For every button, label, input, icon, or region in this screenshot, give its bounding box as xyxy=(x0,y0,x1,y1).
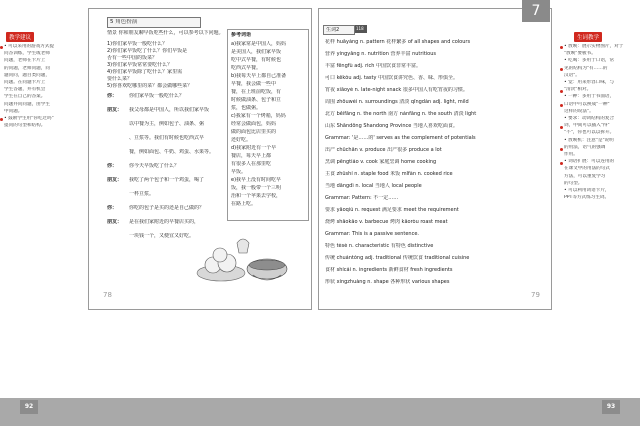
vocab-row: 出产 chūchǎn v. produce 出产很多 produce a lot xyxy=(325,147,442,153)
right-note-line: PPT等方式练习生词。 xyxy=(564,195,610,201)
tip-item: a)我家常是中国人，妈妈 xyxy=(231,41,287,47)
tip-box xyxy=(227,29,309,221)
bullet-marker xyxy=(560,68,563,71)
left-note-line: • 鼓励学生用"你吃过吗" xyxy=(4,116,54,121)
dialog-speaker: 朋友： xyxy=(107,107,123,113)
left-note-line: 题问问，题目类问题， xyxy=(4,72,50,78)
vocab-badge-label: 生词2 xyxy=(326,27,340,33)
right-note-line: 方法，可以重复学习 xyxy=(564,173,606,179)
vocab-row: 当地 dāngdì n. local 当地人 local people xyxy=(325,183,422,189)
vocab-row: 山东 Shāndōng Shandong Province 当地人喜欢吃面食。 xyxy=(325,123,458,129)
vocab-row: Grammar: This is a passive sentence. xyxy=(325,231,420,237)
right-margin xyxy=(560,0,640,426)
vocab-row: 丰富 fēngfù adj. rich 中国饮食非常丰富。 xyxy=(325,63,422,69)
right-note-line: • 一种：多用于书面语， xyxy=(564,94,615,100)
dialog-text: 一块钱一个，又便宜又好吃。 xyxy=(129,233,195,239)
dialog-speaker: 你： xyxy=(107,205,118,211)
dialog-speaker: 你： xyxy=(107,93,118,99)
right-note-line: "放映"要板书。 xyxy=(564,51,596,57)
left-note-line: 问题并问问题，由学生 xyxy=(4,101,50,107)
dialog-text: 、豆浆等。我们有时候也吃西式早 xyxy=(129,135,205,141)
bullet-marker xyxy=(560,126,563,129)
bullet-marker xyxy=(560,104,563,107)
left-note-title: 教学建议 xyxy=(6,32,34,42)
spread-page-left: 92 xyxy=(20,400,38,414)
tip-item: 吃中式早餐，有时候也 xyxy=(231,57,282,63)
left-note-line: 学生在自己的答案。 xyxy=(4,94,46,100)
right-note-line: • 可以利用词语卡片， xyxy=(564,188,610,193)
vocab-row: 北方 běifāng n. the north 南方 nánfāng n. the south 清淡 light xyxy=(325,111,477,117)
vocab-row: Grammar: '是……的' serves as the complement of potentials xyxy=(325,135,476,141)
audio-track-badge[interactable] xyxy=(355,25,367,33)
left-note-line: 学生答题，并有机会 xyxy=(4,87,46,93)
vocab-row: Grammar: Pattern: 不一定…… xyxy=(325,195,399,201)
tip-item: 早餐，我会做一些中 xyxy=(231,81,277,87)
tip-item: 做的面包比店里买的 xyxy=(231,129,277,135)
vocab-row: 主食 zhǔshí n. staple food 米饭 mǐfàn n. cooked rice xyxy=(325,171,453,177)
question-item: 否有一些中国的饭菜？ xyxy=(107,55,158,61)
right-note-line: • 放映：展示实物图片，对于 xyxy=(564,44,624,49)
left-page xyxy=(88,8,312,310)
tip-item: 餐店，每天早上都 xyxy=(231,153,272,159)
right-note-line: 的用法，语气的强调 xyxy=(564,144,606,150)
right-page-number: 79 xyxy=(531,291,540,299)
vocab-row: 要求 yāoqiú n. request 满足要求 meet the requirement xyxy=(325,207,459,213)
right-note-line: 作用。 xyxy=(564,152,578,157)
left-note-line: 的问题，老师问题，问 xyxy=(4,65,50,71)
right-note-line: "不"，你也可以以拆开。 xyxy=(564,130,615,136)
tip-item: 还好吃。 xyxy=(231,137,252,143)
left-margin xyxy=(0,0,60,426)
vocab-row: 可口 kěkǒu adj. tasty 中国饮食讲究色、香、味、形俱全。 xyxy=(325,75,459,81)
right-note-line: 见的结构为"有……的 xyxy=(564,65,608,71)
right-note-line: "清淡"相对。 xyxy=(564,87,592,93)
bullet-marker xyxy=(0,118,3,121)
dialog-text: 是在我们家附近的早餐店买的， xyxy=(129,219,200,225)
dialog-text: 你吃的包子是买的还是自己做的？ xyxy=(129,205,205,211)
question-item: 1)你们家早饭一般吃什么？ xyxy=(107,41,168,47)
vocab-row: 烧烤 shāokǎo v. barbecue 烤肉 kǎoròu roast meat xyxy=(325,219,448,225)
left-note-line: • 可以采用的游戏方式提 xyxy=(4,44,55,49)
right-page xyxy=(318,8,552,310)
right-note-line: 在课文中的用法的句式 xyxy=(564,166,610,172)
vocab-row: 烹调 pēngtiáo v. cook 家庭烹调 home cooking xyxy=(325,159,437,165)
question-item: 要什么菜？ xyxy=(107,76,133,82)
vocab-row: 宵夜 xiāoyè n. late-night snack 很多中国人有吃宵夜的习惯。 xyxy=(325,87,468,93)
tip-item: 饭，我一般带一个三明 xyxy=(231,185,282,191)
spread-page-right: 93 xyxy=(602,400,620,414)
tip-item: 时候做油条、包子和豆 xyxy=(231,97,282,103)
vocab-row: 形状 xíngzhuàng n. shape 各种形状 various shapes xyxy=(325,279,450,285)
vocab-row: 特色 tèsè n. characteristic 有特色 distinctive xyxy=(325,243,434,249)
tip-item: 早饭。 xyxy=(231,169,247,175)
right-note-line: • 觉：用来形容口味，与 xyxy=(564,80,615,85)
tip-item: 浆，也做粥。 xyxy=(231,105,262,111)
dialog-text: 我吃了两个包子和一个鸡蛋，喝了 xyxy=(129,177,205,183)
lesson-label: 5 角色扮演 xyxy=(110,19,138,25)
left-page-number: 78 xyxy=(103,291,112,299)
vocab-row: 食材 shícái n. ingredients 新鲜食材 fresh ingredients xyxy=(325,267,453,273)
question-item: 2)你们家早饭吃了什么？你们早饭是 xyxy=(107,48,188,54)
tip-item: 餐，在上班前吃饭，有 xyxy=(231,89,282,95)
bullet-marker xyxy=(560,46,563,49)
tip-item: 吃西式早餐。 xyxy=(231,65,262,71)
vocab-badge xyxy=(323,25,355,35)
right-note-line: • 要求：动词结构的复合 xyxy=(564,116,615,121)
dialog-text: 以中餐为主，例如包子、油条、粥 xyxy=(129,121,205,127)
bullet-marker xyxy=(0,46,3,49)
food-illustration xyxy=(193,231,291,291)
right-note-line: 这样的说法"。 xyxy=(564,108,594,114)
left-note-line: 提问的句型和结构。 xyxy=(4,123,46,129)
left-note-line: 问题。在问题卡片上 xyxy=(4,80,46,85)
right-note-line: • 放映机：注意"是"说明 xyxy=(564,137,614,143)
dialog-text: 餐，例如面包、牛奶、鸡蛋、水果等。 xyxy=(129,149,215,155)
tip-item: c)我家有一个烤箱，妈妈 xyxy=(231,113,286,119)
right-note-title: 生词教学 xyxy=(574,32,602,42)
dialog-text: 你今天早饭吃了什么？ xyxy=(129,163,180,169)
tip-item: b)我每天早上都自己准备 xyxy=(231,73,287,79)
vocab-row: 传统 chuántǒng adj. traditional 传统饮食 traditional cuisine xyxy=(325,255,470,261)
tip-item: 是美国人，我们家早饭 xyxy=(231,49,282,55)
tip-item: d)我家附近有一个早 xyxy=(231,145,277,151)
left-note-line: 问答训练，学生或老师 xyxy=(4,51,50,57)
right-note-line: 词，中间可以插入"得" xyxy=(564,123,610,129)
intro-text: 情景 你和朋友聊早饭吃些什么，可以参考以下问题。 xyxy=(107,30,224,36)
right-note-line: • 吃喝：多用于口语，常 xyxy=(564,58,615,64)
tip-item: 有很多人在那里吃 xyxy=(231,161,272,167)
left-note-line: 问题，老师在卡片上 xyxy=(4,58,46,64)
dialog-text: 你们家早饭一般吃什么？ xyxy=(129,93,185,99)
vocab-row: 花样 huāyàng n. pattern 花样繁多 of all shapes and colours xyxy=(325,39,471,45)
lesson-header xyxy=(107,17,201,28)
right-note-line: • 词语扩展：可以连用的 xyxy=(564,159,615,165)
bullet-marker xyxy=(560,90,563,93)
dialog-text: 我父母都是中国人，所以我们家早饭 xyxy=(129,107,210,113)
chapter-tab: 7 xyxy=(522,0,550,22)
question-item: 3)你们家早饭常常要吃什么？ xyxy=(107,62,173,68)
audio-track-number: 118 xyxy=(356,26,364,31)
question-item: 4)你们家早饭除了吃什么？家里需 xyxy=(107,69,183,75)
dialog-speaker: 朋友： xyxy=(107,219,123,225)
right-note-line: 口语中可以换成"一种" xyxy=(564,101,610,107)
tip-item: 在路上吃。 xyxy=(231,201,257,207)
left-note-line: 中问题。 xyxy=(4,108,23,114)
vocab-row: 营养 yíngyǎng n. nutrition 营养丰富 nutritious xyxy=(325,51,437,57)
dialog-text: 一杯豆浆。 xyxy=(129,191,155,197)
tip-item: e)我早上没有时间吃早 xyxy=(231,177,282,183)
bullet-marker xyxy=(560,148,563,151)
question-item: 5)你喜欢吃哪里的菜？都会做哪些菜？ xyxy=(107,83,193,89)
dialog-speaker: 你： xyxy=(107,163,118,169)
dialog-speaker: 朋友： xyxy=(107,177,123,183)
right-note-line: 汉语"。 xyxy=(564,72,580,78)
right-note-line: 的句型。 xyxy=(564,180,583,186)
tip-item: 经常会做面包，妈妈 xyxy=(231,121,277,127)
tip-item: 治和一个苹果去学校， xyxy=(231,193,282,199)
bullet-marker xyxy=(560,162,563,165)
vocab-row: 周围 zhōuwéi n. surroundings 清淡 qīngdàn adj. light, mild xyxy=(325,99,469,105)
tip-title: 参考词语 xyxy=(231,32,252,38)
bottom-strip xyxy=(0,398,640,426)
